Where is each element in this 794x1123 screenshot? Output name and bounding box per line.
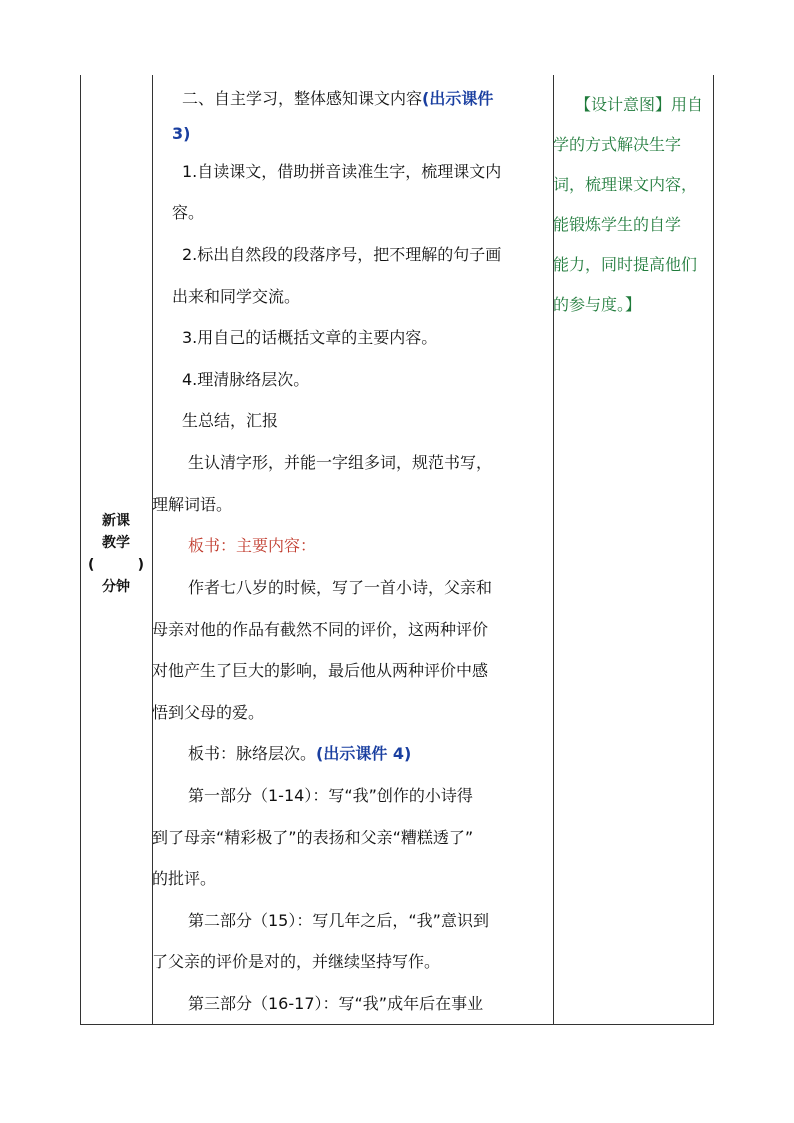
design-line-4: 能锻炼学生的自学 <box>553 215 682 234</box>
student-summary: 生总结，汇报 <box>182 411 279 430</box>
design-line-2: 学的方式解决生字 <box>553 135 682 154</box>
stage-line-2: 教学 <box>102 535 130 551</box>
board-main-content: 板书：主要内容： <box>188 536 317 555</box>
item-2b: 出来和同学交流。 <box>172 287 301 306</box>
part2-a: 第二部分（15）：写几年之后，“我”意识到 <box>188 911 489 930</box>
stage-minutes-blank <box>80 554 152 576</box>
section-title-text: 二、自主学习，整体感知课文内容 <box>182 89 423 108</box>
part1-c: 的批评。 <box>152 869 217 888</box>
stage-label <box>80 510 152 598</box>
recognition-b: 理解词语。 <box>152 495 233 514</box>
design-line-3: 词，梳理课文内容， <box>553 175 698 194</box>
item-4: 4.理清脉络层次。 <box>182 370 310 389</box>
paren-open: ( <box>88 557 95 573</box>
paren-close: ) <box>137 557 144 573</box>
design-line-6: 的参与度。】 <box>553 295 642 314</box>
main-content-b: 母亲对他的作品有截然不同的评价，这两种评价 <box>152 620 489 639</box>
design-intent-column <box>553 75 714 1025</box>
item-2a: 2.标出自然段的段落序号，把不理解的句子画 <box>182 245 502 264</box>
courseware-note-4: (出示课件 4) <box>316 744 412 763</box>
main-content-d: 悟到父母的爱。 <box>152 703 265 722</box>
main-content-c: 对他产生了巨大的影响，最后他从两种评价中感 <box>152 661 489 680</box>
content-column <box>152 75 553 1025</box>
item-1a: 1.自读课文，借助拼音读准生字，梳理课文内 <box>182 162 502 181</box>
design-line-5: 能力，同时提高他们 <box>553 255 698 274</box>
section-title <box>182 85 553 113</box>
item-1b: 容。 <box>172 203 205 222</box>
board-structure-text: 板书：脉络层次。 <box>188 744 317 763</box>
design-line-1: 【设计意图】用自 <box>575 95 704 114</box>
stage-line-4: 分钟 <box>102 579 130 595</box>
main-content-a: 作者七八岁的时候，写了一首小诗，父亲和 <box>188 578 493 597</box>
part3-a: 第三部分（16-17）：写“我”成年后在事业 <box>188 994 484 1013</box>
stage-line-1: 新课 <box>102 513 130 529</box>
recognition-a: 生认清字形，并能一字组多词，规范书写， <box>188 453 493 472</box>
stage-column <box>80 75 152 1025</box>
courseware-note-3b: 3) <box>172 124 191 143</box>
item-3: 3.用自己的话概括文章的主要内容。 <box>182 328 438 347</box>
courseware-note-3: (出示课件 <box>422 89 494 108</box>
design-intent-text <box>553 85 714 325</box>
part1-b: 到了母亲“精彩极了”的表扬和父亲“糟糕透了” <box>152 828 474 847</box>
board-structure <box>188 740 553 768</box>
lesson-table <box>80 75 714 1025</box>
part1-a: 第一部分（1-14）：写“我”创作的小诗得 <box>188 786 473 805</box>
part2-b: 了父亲的评价是对的，并继续坚持写作。 <box>152 952 441 971</box>
